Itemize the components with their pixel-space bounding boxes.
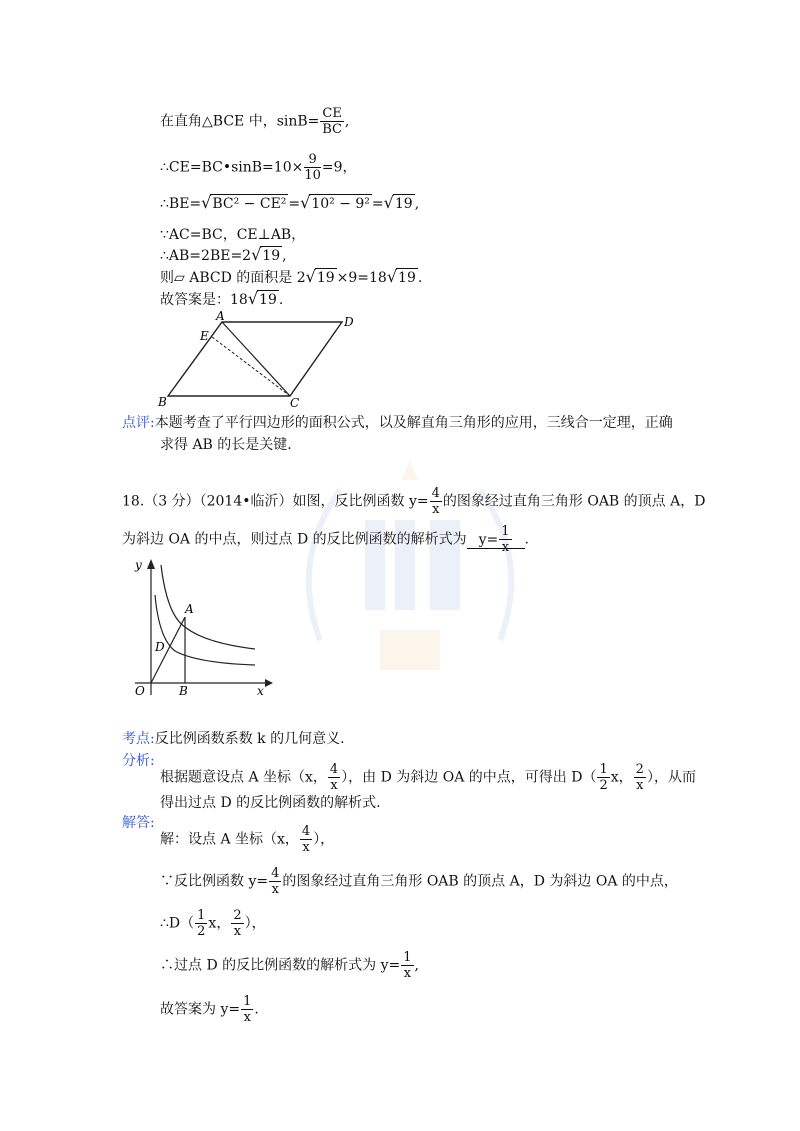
- text-segment: ∴AB=2BE=2: [160, 248, 252, 264]
- fraction-numerator: 1: [501, 524, 510, 539]
- jieda-line-1: [160, 824, 334, 855]
- jieda-line-5: [160, 994, 259, 1025]
- question-18-line-2: [122, 524, 529, 555]
- text-segment: 的图象经过直角三角形 OAB 的顶点 A，D: [442, 493, 706, 510]
- radicand: 19: [259, 292, 277, 308]
- fraction-denominator: x: [271, 882, 279, 897]
- point-label-B: B: [179, 684, 188, 698]
- text-segment: ∴CE=BC•sinB=10×: [160, 159, 304, 176]
- axis-label-x: x: [257, 684, 264, 698]
- fraction-numerator: 1: [243, 994, 252, 1009]
- sqrt-sign-icon: √: [201, 193, 212, 212]
- text-segment: .: [417, 270, 423, 286]
- text-segment: 故答案为 y=: [160, 1001, 241, 1018]
- fenxi-label-line: [122, 752, 155, 770]
- point-label-A: A: [185, 602, 194, 616]
- fraction-numerator: 4: [329, 762, 339, 777]
- solution-line-CE: [160, 152, 357, 183]
- point-label-D: D: [155, 640, 165, 654]
- fraction: [430, 486, 442, 517]
- point-label-C: C: [290, 396, 300, 410]
- text-segment: ,: [414, 957, 419, 974]
- text-segment: =9，: [321, 159, 357, 176]
- fraction-numerator: 2: [635, 762, 644, 777]
- point-label-B: B: [158, 395, 167, 409]
- radicand: 10² − 9²: [311, 196, 370, 212]
- fraction: [597, 762, 609, 793]
- text-segment: x，: [208, 915, 231, 932]
- text-segment: ∴BE=: [160, 196, 202, 212]
- fraction: [231, 908, 243, 939]
- text-segment: =: [288, 196, 301, 212]
- text-segment: 故答案是：18: [160, 292, 248, 308]
- jieda-line-2: [160, 866, 678, 897]
- solution-line-BE: [160, 194, 419, 213]
- point-label-D: D: [344, 315, 354, 329]
- text-segment: x，: [610, 769, 633, 786]
- review-label: 点评:: [122, 415, 155, 431]
- radicand: 19: [398, 270, 416, 286]
- fraction: [241, 994, 253, 1025]
- text-segment: y=: [478, 531, 499, 548]
- fraction-numerator: 2: [233, 908, 242, 923]
- solution-line-area: [160, 268, 422, 287]
- fraction-denominator: x: [233, 924, 242, 939]
- text-segment: ），从而: [646, 769, 696, 786]
- x-axis-arrow-icon: [265, 679, 273, 687]
- text-segment: 为斜边 OA 的中点，则过点 D 的反比例函数的解析式为: [122, 531, 467, 548]
- segment-AC: [222, 322, 290, 396]
- jieda-line-3: [160, 908, 266, 939]
- fraction: [634, 762, 646, 793]
- sqrt-sign-icon: √: [386, 267, 398, 286]
- fraction-numerator: CE: [322, 106, 342, 121]
- review-text: 本题考查了平行四边形的面积公式，以及解直角三角形的应用，三线合一定理，正确: [154, 415, 673, 431]
- text-segment: =: [371, 196, 384, 212]
- fraction-numerator: 4: [431, 486, 440, 501]
- point-label-E: E: [200, 329, 209, 343]
- review-line-1: [122, 414, 673, 432]
- text-segment: .: [254, 1001, 259, 1018]
- fraction-denominator: x: [403, 966, 412, 981]
- fraction-denominator: x: [432, 502, 440, 517]
- text-segment: ,: [414, 196, 420, 212]
- text-segment: ），由 D 为斜边 OA 的中点，可得出 D（: [341, 769, 597, 786]
- text-segment: 则▱ ABCD 的面积是 2: [160, 270, 306, 286]
- fraction-denominator: 2: [197, 924, 206, 939]
- answer-blank: [467, 524, 525, 555]
- jieda-line-4: [160, 950, 419, 981]
- hyperbola-figure: [125, 555, 275, 700]
- radicand: 19: [394, 196, 413, 212]
- text-segment: ），: [244, 915, 266, 932]
- fraction: [269, 866, 281, 897]
- fraction-denominator: x: [330, 778, 338, 793]
- fraction: [300, 824, 312, 855]
- fraction-denominator: x: [501, 540, 510, 555]
- fraction: [401, 950, 413, 981]
- jieda-label: 解答:: [122, 815, 155, 831]
- solution-line-answer: [160, 290, 283, 309]
- fraction: [195, 908, 207, 939]
- solution-line-sinB: [160, 106, 349, 137]
- question-18-line-1: [122, 486, 705, 517]
- fraction-numerator: 1: [403, 950, 412, 965]
- text-segment: .: [278, 292, 284, 308]
- text-segment: 在直角△BCE 中，sinB=: [160, 113, 320, 130]
- parallelogram-ABCD: [168, 322, 342, 396]
- fraction-numerator: 1: [599, 762, 608, 777]
- kaodian-line: [122, 730, 345, 748]
- point-label-O: O: [135, 684, 145, 698]
- fenxi-line-1: [160, 762, 696, 793]
- fraction: [499, 524, 511, 555]
- fraction-denominator: x: [243, 1010, 251, 1025]
- kaodian-label: 考点:: [122, 731, 155, 747]
- review-line-2: 求得 AB 的长是关键.: [160, 437, 292, 453]
- fraction-denominator: x: [302, 840, 310, 855]
- text-segment: 的图象经过直角三角形 OAB 的顶点 A，D 为斜边 OA 的中点，: [282, 873, 678, 890]
- fenxi-line-2: 得出过点 D 的反比例函数的解析式.: [160, 795, 381, 811]
- radicand: 19: [262, 248, 281, 264]
- y-axis-arrow-icon: [147, 559, 155, 569]
- fraction-numerator: 4: [271, 866, 280, 881]
- radicand: 19: [316, 270, 335, 286]
- fraction-denominator: x: [636, 778, 644, 793]
- fraction-numerator: 9: [304, 152, 321, 168]
- fraction: [328, 762, 340, 793]
- text-segment: 根据题意设点 A 坐标（x，: [160, 769, 327, 786]
- fraction: [320, 106, 343, 137]
- fraction: [304, 152, 321, 183]
- text-segment: ∵反比例函数 y=: [160, 873, 269, 890]
- sqrt-sign-icon: √: [383, 193, 394, 212]
- watermark-logo-icon: [280, 440, 540, 700]
- text-segment: ∴过点 D 的反比例函数的解析式为 y=: [160, 957, 401, 974]
- fraction-numerator: 4: [301, 824, 311, 839]
- text-segment: ,: [344, 113, 350, 130]
- solution-line-AB: [160, 246, 287, 265]
- fraction-denominator: BC: [322, 122, 342, 137]
- sqrt-sign-icon: √: [247, 289, 259, 308]
- fraction-denominator: 10: [304, 168, 321, 183]
- sqrt-sign-icon: √: [251, 245, 262, 264]
- axis-label-y: y: [135, 558, 142, 572]
- solution-line-condition: ∵AC=BC，CE⊥AB，: [160, 227, 306, 243]
- point-label-A: A: [216, 310, 225, 323]
- parallelogram-figure: [150, 310, 370, 410]
- text-segment: ∴D（: [160, 915, 195, 932]
- fraction-numerator: 1: [197, 908, 206, 923]
- fraction-denominator: 2: [599, 778, 608, 793]
- text-segment: ×9=18: [336, 270, 387, 286]
- sqrt-sign-icon: √: [300, 193, 311, 212]
- sqrt-sign-icon: √: [305, 267, 316, 286]
- jieda-label-line: [122, 814, 155, 832]
- fenxi-label: 分析:: [122, 753, 155, 769]
- text-segment: ），: [313, 831, 335, 848]
- kaodian-text: 反比例函数系数 k 的几何意义.: [154, 731, 345, 747]
- segment-EC-dashed: [212, 337, 290, 396]
- text-segment: 解：设点 A 坐标（x，: [160, 831, 299, 848]
- text-segment: ,: [282, 248, 287, 264]
- text-segment: 18.（3 分）（2014•临沂）如图，反比例函数 y=: [122, 493, 429, 510]
- text-segment: .: [524, 531, 529, 548]
- radicand: BC² − CE²: [212, 196, 287, 212]
